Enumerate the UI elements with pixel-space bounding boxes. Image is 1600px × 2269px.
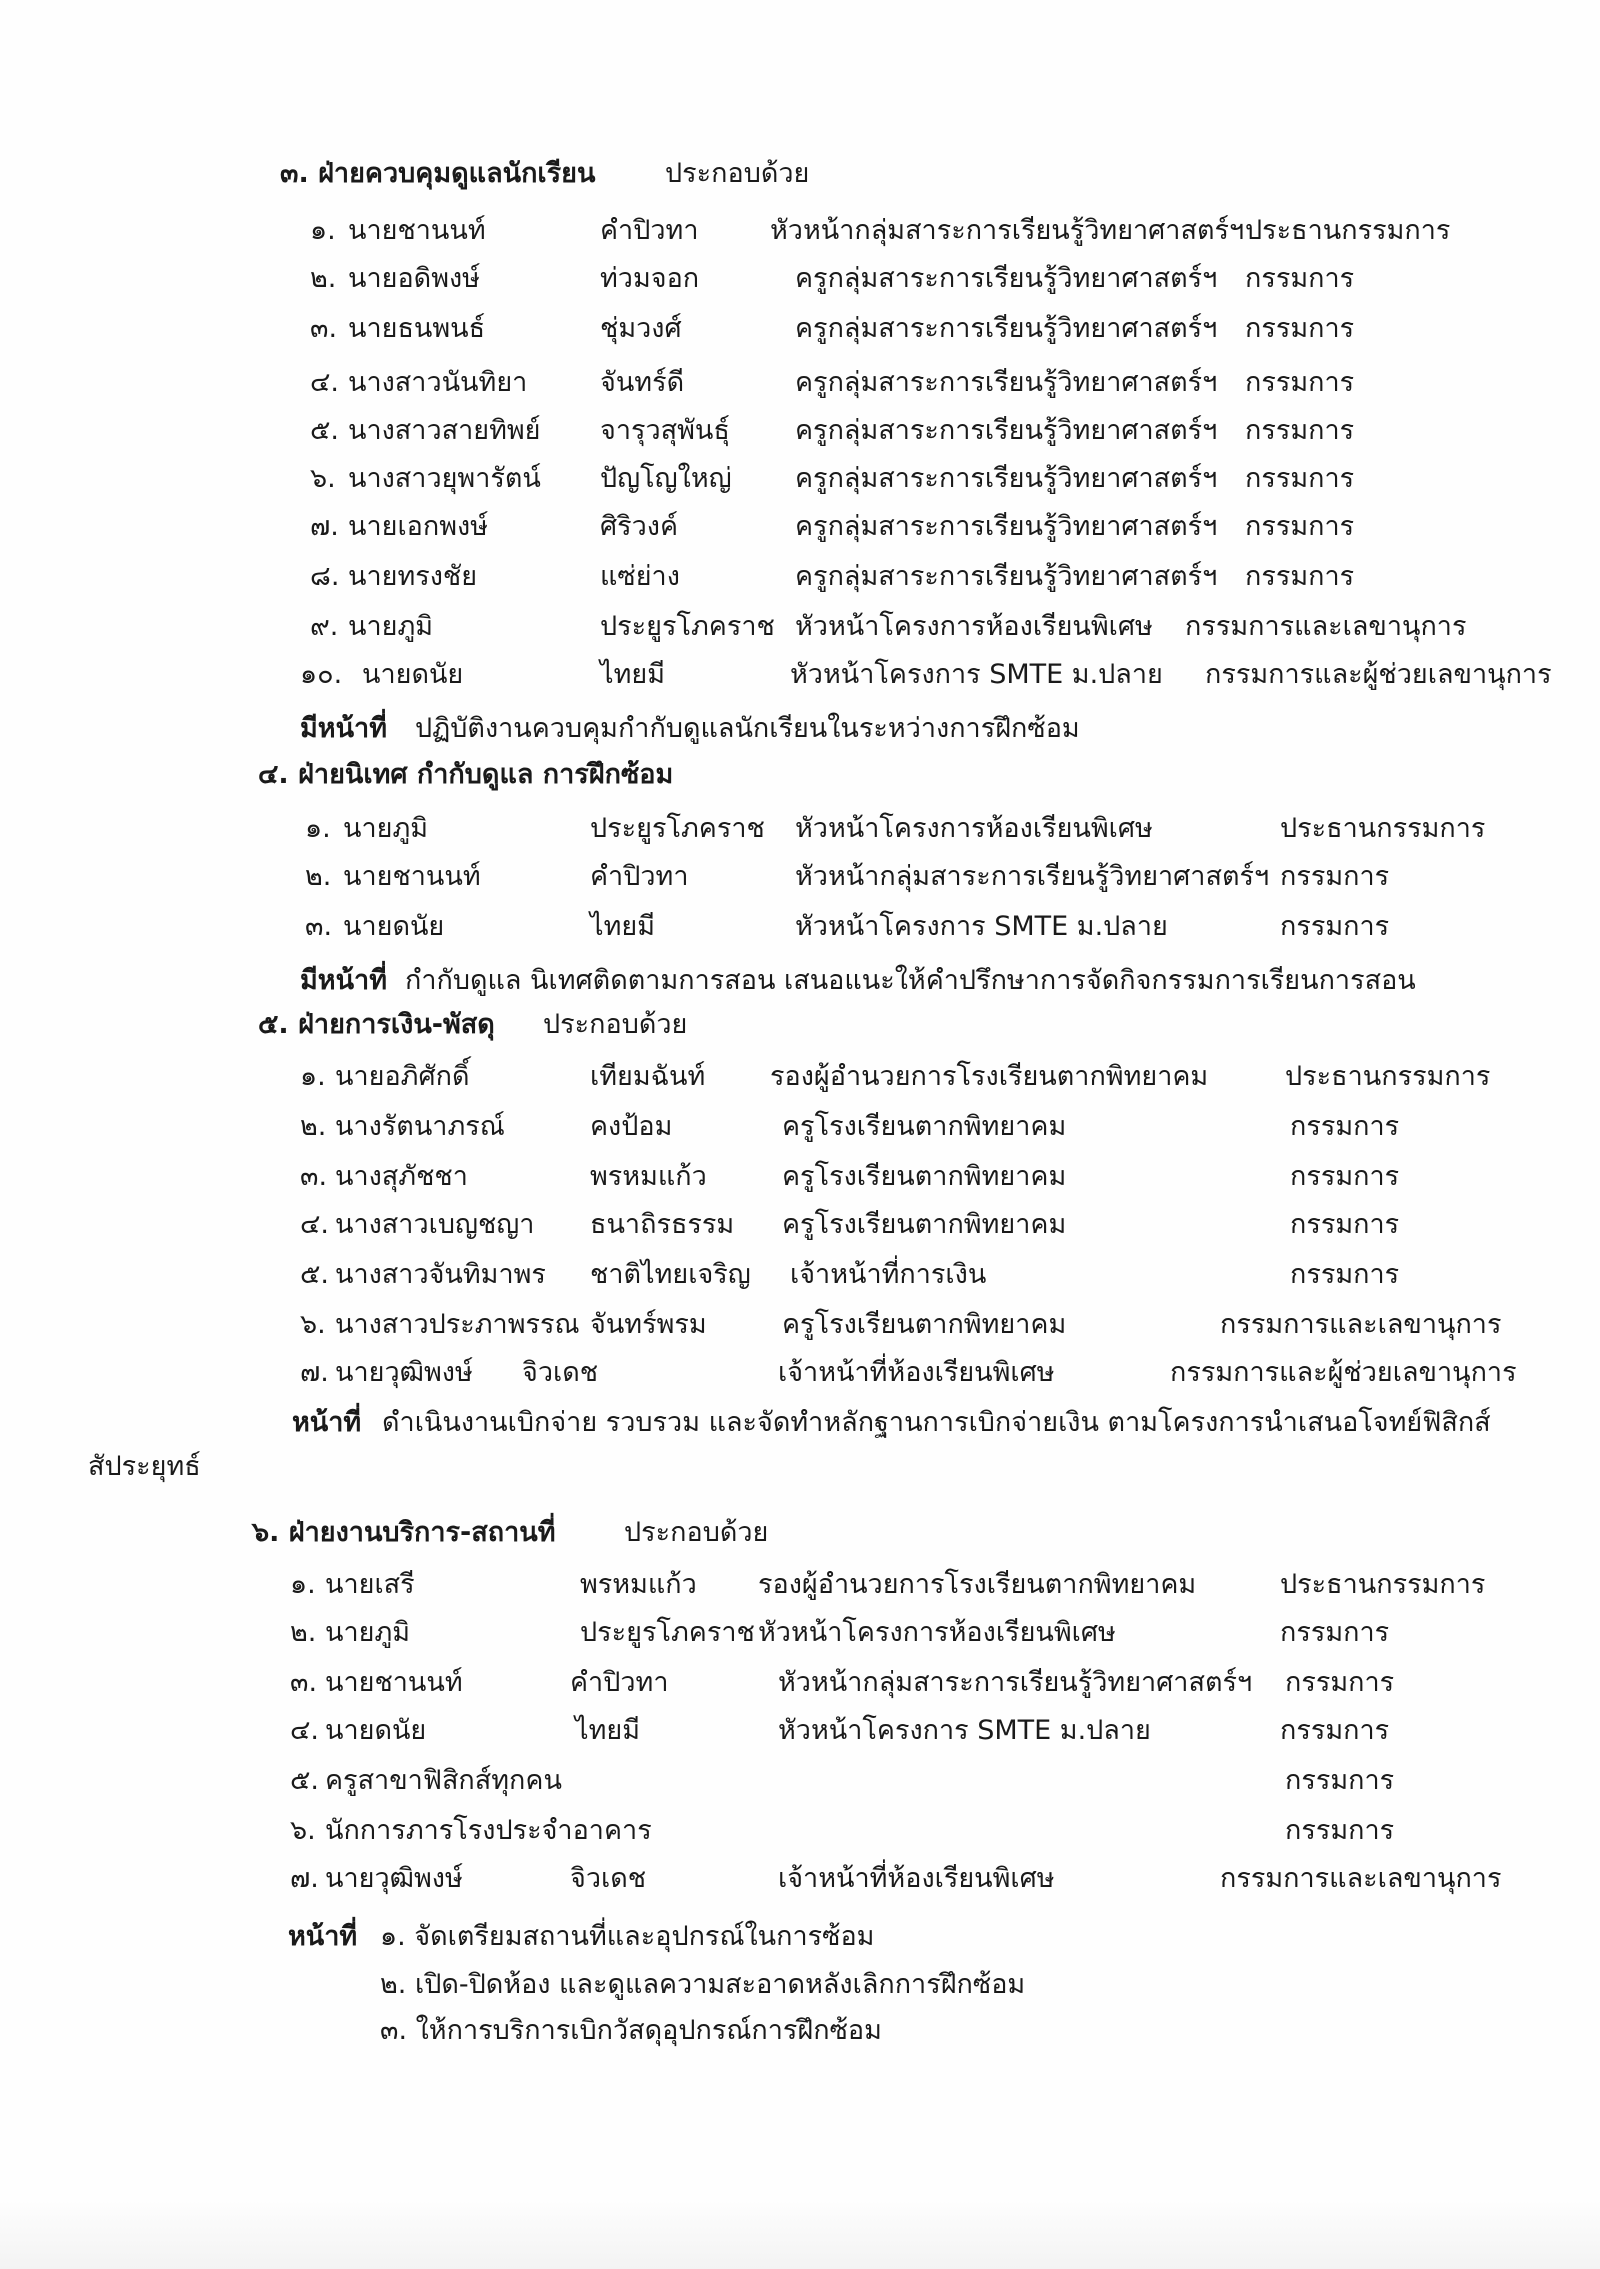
member-position: ครูกลุ่มสาระการเรียนรู้วิทยาศาสตร์ฯ xyxy=(795,511,1218,542)
section-heading: ๔. ฝ่ายนิเทศ กำกับดูแล การฝึกซ้อม xyxy=(258,759,674,790)
member-role: กรรมการและเลขานุการ xyxy=(1185,611,1467,642)
duty-label: หน้าที่ xyxy=(292,1407,362,1438)
member-name: นายชานนท์ xyxy=(348,215,486,246)
member-position: ครูโรงเรียนตากพิทยาคม xyxy=(782,1161,1067,1192)
member-name: นายอดิพงษ์ xyxy=(348,263,480,294)
member-surname: คงป้อม xyxy=(590,1111,673,1142)
duty-text-continued: สัประยุทธ์ xyxy=(88,1451,201,1482)
member-number: ๗. xyxy=(290,1863,319,1894)
member-position: ครูโรงเรียนตากพิทยาคม xyxy=(782,1209,1067,1240)
member-position: ครูกลุ่มสาระการเรียนรู้วิทยาศาสตร์ฯ xyxy=(795,263,1218,294)
member-role: กรรมการและผู้ช่วยเลขานุการ xyxy=(1170,1357,1517,1388)
member-surname: ไทยมี xyxy=(575,1715,640,1746)
section-heading-suffix: ประกอบด้วย xyxy=(665,158,810,189)
section-heading: ๖. ฝ่ายงานบริการ-สถานที่ xyxy=(252,1517,556,1548)
member-name: นายภูมิ xyxy=(348,611,434,642)
member-name: นายชานนท์ xyxy=(343,861,481,892)
member-name: ครูสาขาฟิสิกส์ทุกคน xyxy=(325,1765,562,1796)
member-name: นางสุภัชชา xyxy=(335,1161,468,1192)
member-surname: คำปิวทา xyxy=(590,861,689,892)
duty-label: มีหน้าที่ xyxy=(300,965,388,996)
member-number: ๗. xyxy=(300,1357,329,1388)
member-role: กรรมการ xyxy=(1245,415,1355,446)
member-name: นางสาวเบญชญา xyxy=(335,1209,535,1240)
section-heading: ๓. ฝ่ายควบคุมดูแลนักเรียน xyxy=(280,158,596,189)
member-name: นางสาวนันทิยา xyxy=(348,367,528,398)
member-surname: พรหมแก้ว xyxy=(590,1161,707,1192)
member-name: นางสาวประภาพรรณ xyxy=(335,1309,580,1340)
member-name: นักการภารโรงประจำอาคาร xyxy=(325,1815,652,1846)
member-number: ๑. xyxy=(310,215,336,246)
member-name: นายดนัย xyxy=(362,659,464,690)
member-number: ๒. xyxy=(305,861,332,892)
member-surname: จารุวสุพันธุ์ xyxy=(600,415,730,446)
member-position: รองผู้อำนวยการโรงเรียนตากพิทยาคม xyxy=(758,1569,1197,1600)
member-surname: จันทร์พรม xyxy=(590,1309,707,1340)
member-role: กรรมการและเลขานุการ xyxy=(1220,1863,1502,1894)
member-number: ๙. xyxy=(310,611,339,642)
member-surname: ไทยมี xyxy=(600,659,665,690)
member-surname: เทียมฉันท์ xyxy=(590,1061,706,1092)
member-role: กรรมการ xyxy=(1285,1667,1395,1698)
member-role: กรรมการ xyxy=(1290,1111,1400,1142)
member-position: ครูกลุ่มสาระการเรียนรู้วิทยาศาสตร์ฯ xyxy=(795,367,1218,398)
member-number: ๒. xyxy=(310,263,337,294)
member-role: ประธานกรรมการ xyxy=(1285,1061,1491,1092)
member-surname: จิวเดช xyxy=(522,1357,599,1388)
member-role: กรรมการ xyxy=(1290,1161,1400,1192)
member-name: นายภูมิ xyxy=(343,813,429,844)
member-surname: คำปิวทา xyxy=(600,215,699,246)
member-surname: ประยูรโภคราช xyxy=(580,1617,755,1648)
member-position: หัวหน้าโครงการห้องเรียนพิเศษ xyxy=(795,813,1153,844)
member-number: ๑๐. xyxy=(300,659,343,690)
member-number: ๔. xyxy=(290,1715,320,1746)
section-heading-suffix: ประกอบด้วย xyxy=(624,1517,769,1548)
member-role: กรรมการ xyxy=(1280,1617,1390,1648)
duty-item: ๑. จัดเตรียมสถานที่และอุปกรณ์ในการซ้อม xyxy=(380,1921,875,1952)
member-surname: จิวเดช xyxy=(570,1863,647,1894)
member-position: หัวหน้าโครงการ SMTE ม.ปลาย xyxy=(778,1715,1151,1746)
member-surname: ไทยมี xyxy=(590,911,655,942)
member-position: หัวหน้ากลุ่มสาระการเรียนรู้วิทยาศาสตร์ฯ xyxy=(778,1667,1253,1698)
duty-label: หน้าที่ xyxy=(288,1921,358,1952)
member-role: กรรมการ xyxy=(1245,313,1355,344)
member-name: นายเสรี xyxy=(325,1569,415,1600)
member-number: ๑. xyxy=(300,1061,326,1092)
member-position: หัวหน้าโครงการ SMTE ม.ปลาย xyxy=(795,911,1168,942)
member-name: นายภูมิ xyxy=(325,1617,411,1648)
member-position: ครูกลุ่มสาระการเรียนรู้วิทยาศาสตร์ฯ xyxy=(795,463,1218,494)
member-name: นายดนัย xyxy=(325,1715,427,1746)
member-number: ๘. xyxy=(310,561,340,592)
member-name: นางสาวยุพารัตน์ xyxy=(348,463,541,494)
duty-item: ๒. เปิด-ปิดห้อง และดูแลความสะอาดหลังเลิกการฝึกซ้อม xyxy=(380,1969,1026,2000)
member-number: ๓. xyxy=(305,911,333,942)
member-position: หัวหน้ากลุ่มสาระการเรียนรู้วิทยาศาสตร์ฯ xyxy=(770,215,1245,246)
duty-item: ๓. ให้การบริการเบิกวัสดุอุปกรณ์การฝึกซ้อม xyxy=(380,2015,882,2046)
duty-text: กำกับดูแล นิเทศติดตามการสอน เสนอแนะให้คำปรึกษาการจัดกิจกรรมการเรียนการสอน xyxy=(405,965,1416,996)
member-name: นายเอกพงษ์ xyxy=(348,511,489,542)
member-number: ๔. xyxy=(310,367,340,398)
member-role: กรรมการ xyxy=(1290,1209,1400,1240)
member-surname: ชาติไทยเจริญ xyxy=(590,1259,751,1290)
member-position: ครูกลุ่มสาระการเรียนรู้วิทยาศาสตร์ฯ xyxy=(795,415,1218,446)
member-position: เจ้าหน้าที่การเงิน xyxy=(790,1259,987,1290)
member-name: นางรัตนาภรณ์ xyxy=(335,1111,505,1142)
member-position: หัวหน้าโครงการ SMTE ม.ปลาย xyxy=(790,659,1163,690)
member-role: กรรมการ xyxy=(1280,1715,1390,1746)
member-name: นายชานนท์ xyxy=(325,1667,463,1698)
member-position: ครูโรงเรียนตากพิทยาคม xyxy=(782,1309,1067,1340)
member-number: ๖. xyxy=(290,1815,316,1846)
member-position: ครูโรงเรียนตากพิทยาคม xyxy=(782,1111,1067,1142)
member-surname: ท่วมจอก xyxy=(600,263,700,294)
duty-text: ดำเนินงานเบิกจ่าย รวบรวม และจัดทำหลักฐานการเบิกจ่ายเงิน ตามโครงการนำเสนอโจทย์ฟิสิกส์ xyxy=(382,1407,1491,1438)
member-name: นายทรงชัย xyxy=(348,561,478,592)
scan-shadow xyxy=(0,2199,1600,2269)
member-name: นายวุฒิพงษ์ xyxy=(325,1863,463,1894)
member-position: หัวหน้ากลุ่มสาระการเรียนรู้วิทยาศาสตร์ฯ xyxy=(795,861,1270,892)
member-role: กรรมการ xyxy=(1280,861,1390,892)
member-role: กรรมการ xyxy=(1285,1815,1395,1846)
member-surname: คำปิวทา xyxy=(570,1667,669,1698)
member-number: ๕. xyxy=(300,1259,330,1290)
member-surname: ประยูรโภคราช xyxy=(590,813,765,844)
member-position: เจ้าหน้าที่ห้องเรียนพิเศษ xyxy=(778,1863,1055,1894)
member-position: ครูกลุ่มสาระการเรียนรู้วิทยาศาสตร์ฯ xyxy=(795,561,1218,592)
member-number: ๓. xyxy=(300,1161,328,1192)
member-surname: ชุ่มวงศ์ xyxy=(600,313,682,344)
member-position: ครูกลุ่มสาระการเรียนรู้วิทยาศาสตร์ฯ xyxy=(795,313,1218,344)
member-role: กรรมการ xyxy=(1290,1259,1400,1290)
section-heading: ๕. ฝ่ายการเงิน-พัสดุ xyxy=(258,1009,495,1040)
member-number: ๕. xyxy=(310,415,340,446)
member-surname: ศิริวงค์ xyxy=(600,511,679,542)
section-heading-suffix: ประกอบด้วย xyxy=(543,1009,688,1040)
member-role: กรรมการ xyxy=(1245,367,1355,398)
member-role: กรรมการ xyxy=(1280,911,1390,942)
member-number: ๒. xyxy=(290,1617,317,1648)
member-number: ๑. xyxy=(290,1569,316,1600)
member-role: ประธานกรรมการ xyxy=(1245,215,1451,246)
member-number: ๗. xyxy=(310,511,339,542)
member-role: กรรมการ xyxy=(1245,511,1355,542)
member-role: ประธานกรรมการ xyxy=(1280,813,1486,844)
member-position: หัวหน้าโครงการห้องเรียนพิเศษ xyxy=(795,611,1153,642)
member-role: กรรมการ xyxy=(1245,463,1355,494)
member-role: กรรมการ xyxy=(1245,263,1355,294)
member-number: ๓. xyxy=(290,1667,318,1698)
member-position: เจ้าหน้าที่ห้องเรียนพิเศษ xyxy=(778,1357,1055,1388)
member-surname: จันทร์ดี xyxy=(600,367,685,398)
member-name: นายอภิศักดิ์ xyxy=(335,1061,470,1092)
member-number: ๖. xyxy=(300,1309,326,1340)
member-number: ๑. xyxy=(305,813,331,844)
member-position: รองผู้อำนวยการโรงเรียนตากพิทยาคม xyxy=(770,1061,1209,1092)
member-name: นางสาวสายทิพย์ xyxy=(348,415,541,446)
member-position: หัวหน้าโครงการห้องเรียนพิเศษ xyxy=(758,1617,1116,1648)
member-role: กรรมการและผู้ช่วยเลขานุการ xyxy=(1205,659,1552,690)
member-surname: พรหมแก้ว xyxy=(580,1569,697,1600)
member-number: ๔. xyxy=(300,1209,330,1240)
member-role: กรรมการและเลขานุการ xyxy=(1220,1309,1502,1340)
member-surname: ธนาถิรธรรม xyxy=(590,1209,735,1240)
member-role: ประธานกรรมการ xyxy=(1280,1569,1486,1600)
duty-label: มีหน้าที่ xyxy=(300,713,388,744)
member-name: นายดนัย xyxy=(343,911,445,942)
member-surname: ประยูรโภคราช xyxy=(600,611,775,642)
member-surname: ปัญโญใหญ่ xyxy=(600,463,732,494)
member-number: ๖. xyxy=(310,463,336,494)
duty-text: ปฏิบัติงานควบคุมกำกับดูแลนักเรียนในระหว่างการฝึกซ้อม xyxy=(415,713,1080,744)
member-number: ๒. xyxy=(300,1111,327,1142)
member-role: กรรมการ xyxy=(1285,1765,1395,1796)
member-number: ๕. xyxy=(290,1765,320,1796)
member-name: นางสาวจันทิมาพร xyxy=(335,1259,546,1290)
member-name: นายวุฒิพงษ์ xyxy=(335,1357,473,1388)
member-name: นายธนพนธ์ xyxy=(348,313,486,344)
member-role: กรรมการ xyxy=(1245,561,1355,592)
member-number: ๓. xyxy=(310,313,338,344)
member-surname: แซ่ย่าง xyxy=(600,561,680,592)
